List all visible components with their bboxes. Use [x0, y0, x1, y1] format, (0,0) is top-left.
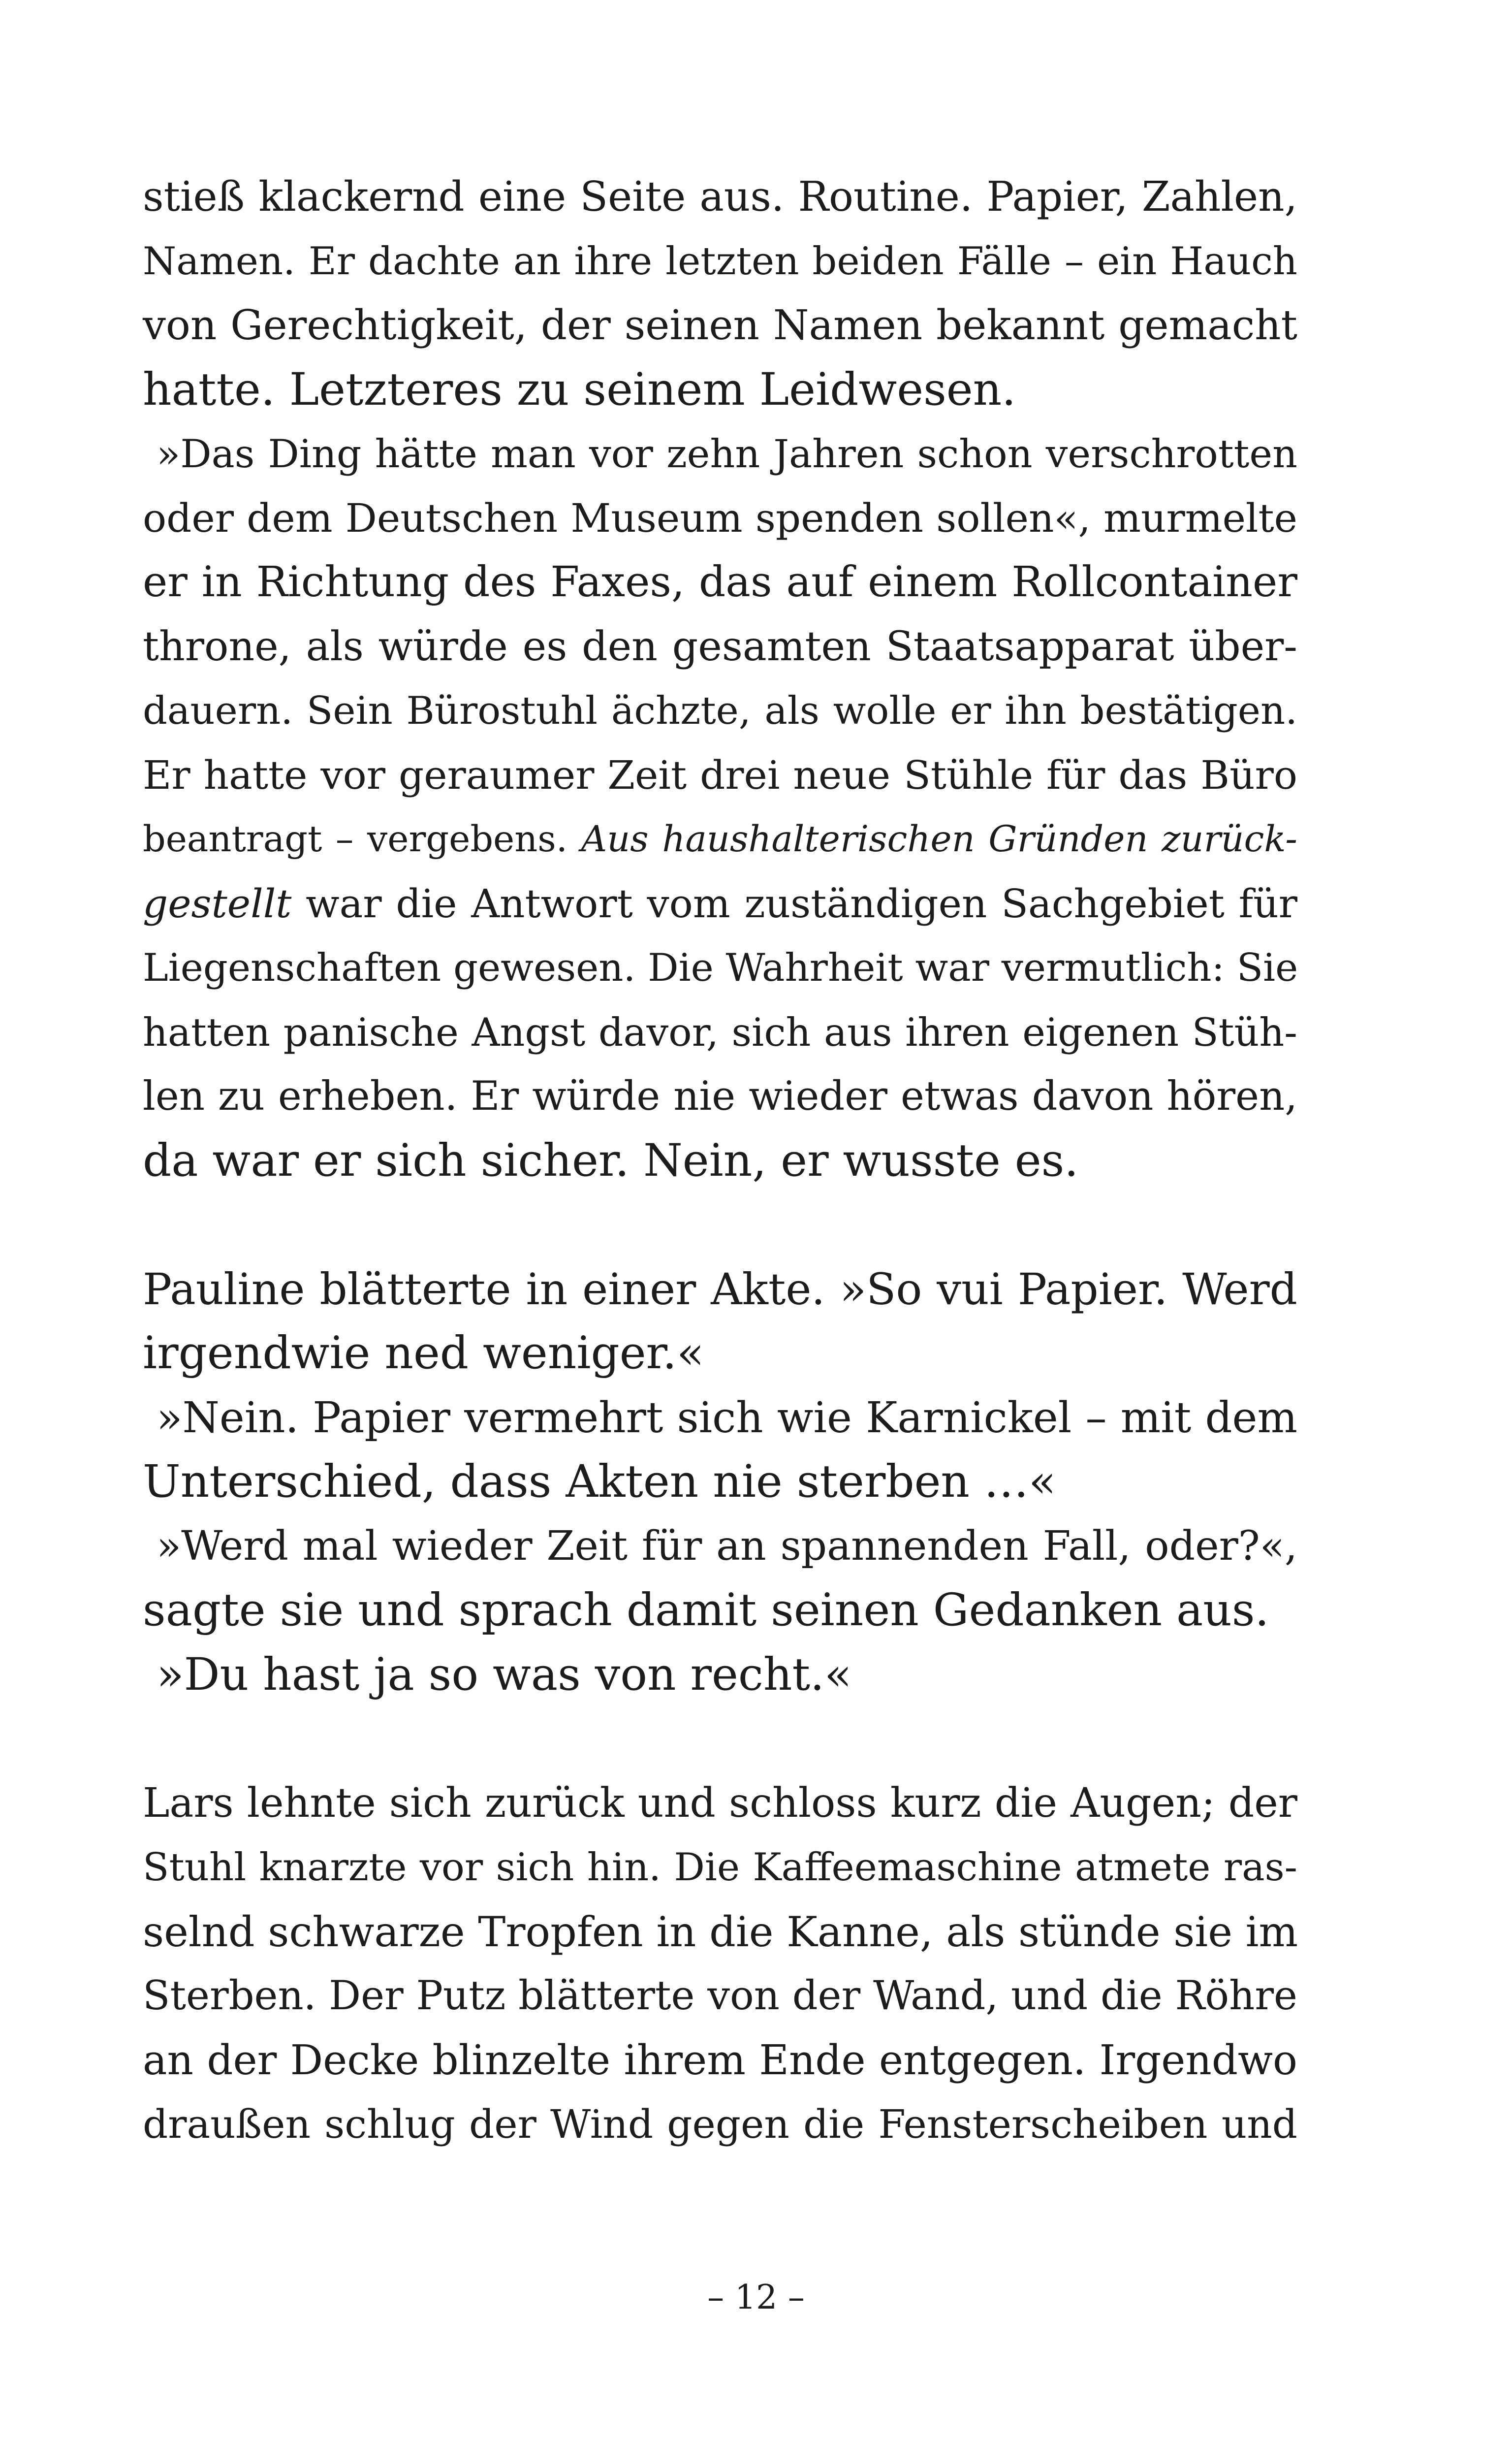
- italic-text-run: gestellt: [143, 880, 292, 927]
- text-line: selnd schwarze Tropfen in die Kanne, als stünde sie im: [143, 1907, 1298, 1956]
- italic-text-run: Aus haushalterischen Gründen zurück-: [581, 818, 1297, 860]
- text-line: Stuhl knarzte vor sich hin. Die Kaffeemaschine atmete ras-: [143, 1845, 1297, 1890]
- text-line: Sterben. Der Putz blätterte von der Wand, und die Röhre: [143, 1973, 1297, 2019]
- section-break: [143, 1193, 1297, 1257]
- text-line: stieß klackernd eine Seite aus. Routine. Papier, Zahlen,: [143, 173, 1297, 221]
- text-line: sagte sie und sprach damit seinen Gedanken aus.: [143, 1584, 1269, 1636]
- text-line: oder dem Deutschen Museum spenden sollen«, murmelte: [143, 495, 1297, 541]
- text-line: len zu erheben. Er würde nie wieder etwas davon hören,: [143, 1073, 1297, 1120]
- text-line: draußen schlug der Wind gegen die Fensterscheiben und: [143, 2101, 1297, 2147]
- text-line: hatte. Letzteres zu seinem Leidwesen.: [143, 363, 1016, 416]
- text-line: irgendwie ned weniger.«: [143, 1327, 704, 1379]
- text-line: da war er sich sicher. Nein, er wusste es.: [143, 1134, 1079, 1187]
- text-line: throne, als würde es den gesamten Staatsapparat über-: [143, 623, 1297, 670]
- page-number: – 12 –: [707, 2278, 805, 2317]
- text-line: Liegenschaften gewesen. Die Wahrheit war vermutlich: Sie: [143, 946, 1298, 990]
- text-run: beantragt – vergebens.: [143, 818, 581, 860]
- text-line: Er hatte vor geraumer Zeit drei neue Stühle für das Büro: [143, 752, 1297, 798]
- text-line: an der Decke blinzelte ihrem Ende entgegen. Irgendwo: [143, 2036, 1297, 2084]
- text-run: war die Antwort vom zuständigen Sachgebiet für: [291, 880, 1297, 927]
- text-line: Lars lehnte sich zurück und schloss kurz die Augen; der: [143, 1779, 1297, 1827]
- body-text: [143, 165, 1297, 2157]
- section-break: [143, 1707, 1297, 1771]
- text-line: Unterschied, dass Akten nie sterben …«: [143, 1456, 1056, 1508]
- text-line: von Gerechtigkeit, der seinen Namen bekannt gemacht: [143, 301, 1297, 349]
- text-line: hatten panische Angst davor, sich aus ihren eigenen Stüh-: [143, 1009, 1297, 1055]
- text-line: Pauline blätterte in einer Akte. »So vui Papier. Werd: [143, 1263, 1297, 1315]
- text-line: »Du hast ja so was von recht.«: [157, 1648, 852, 1701]
- text-line: er in Richtung des Faxes, das auf einem Rollcontainer: [143, 558, 1297, 607]
- text-line: [143, 807, 1297, 872]
- text-line: »Das Ding hätte man vor zehn Jahren schon verschrotten: [157, 431, 1297, 477]
- text-line: Namen. Er dachte an ihre letzten beiden Fälle – ein Hauch: [143, 239, 1297, 284]
- text-line: »Nein. Papier vermehrt sich wie Karnickel – mit dem: [157, 1393, 1297, 1443]
- text-line: [143, 872, 1297, 936]
- text-line: dauern. Sein Bürostuhl ächzte, als wolle er ihn bestätigen.: [143, 689, 1297, 733]
- text-line: »Werd mal wieder Zeit für an spannenden Fall, oder?«,: [157, 1522, 1297, 1570]
